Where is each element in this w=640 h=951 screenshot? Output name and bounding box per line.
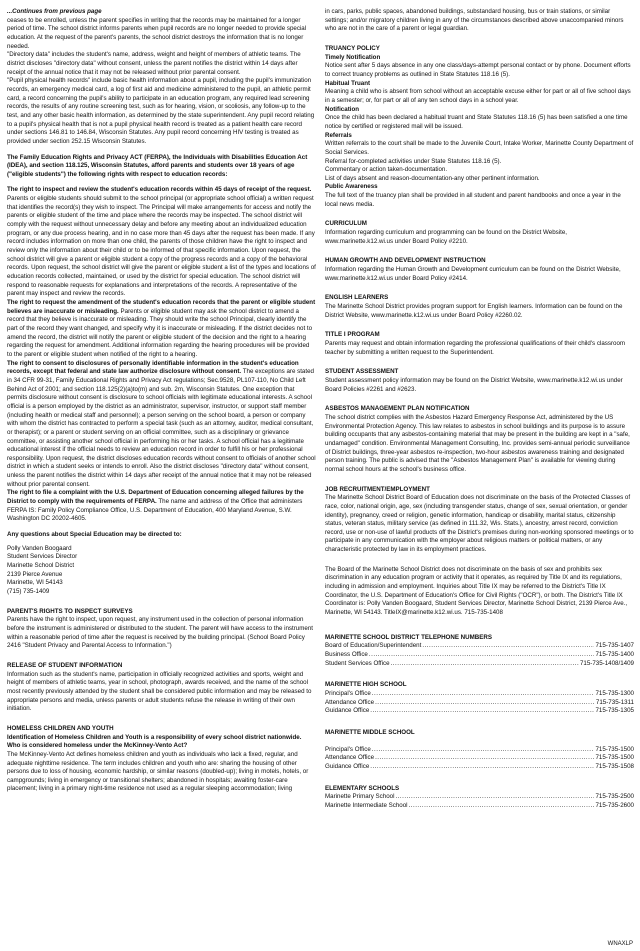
habitual-truant-title: Habitual Truant (325, 79, 371, 87)
tel-row (325, 642, 634, 651)
tel-label: Guidance Office (325, 762, 370, 770)
special-education-contact (7, 545, 316, 597)
contact-line: Marinette, WI 54143 (7, 579, 63, 587)
tel-label: Business Office (325, 651, 368, 659)
notification-title: Notification (325, 105, 360, 113)
leader-dots (422, 642, 594, 651)
student-assessment-title: STUDENT ASSESSMENT (325, 368, 399, 376)
leader-dots (372, 746, 595, 755)
right-complaint-paragraph (7, 489, 316, 524)
right-consent-paragraph (7, 360, 316, 490)
tel-label: Student Services Office (325, 659, 390, 667)
tel-row (325, 690, 634, 699)
right-amend-text: Parents or eligible student may ask the school district to amend a record that they believe is inaccurate or misleading. They should write the school Principal, clearly identify the part of the record they want changed, and specify why it is inaccurate or misleading. If the district decides not to amend the record, the district will notify the parent or eligible student of the decision and the right to a hearing regarding the request for amendment. Additional information regarding the hearing procedures will be provided to the parent or eligible student when notified of the right to a hearing. (7, 307, 313, 358)
tel-number: 715-735-1305 (595, 707, 634, 715)
physical-health-paragraph: "Pupil physical health records" include basic health information about a pupil, including the pupil's immunization records, an emergency medical card, a log of first aid and medicine administered to the pupil, an athletic permit card, a record concerning the pupil's ability to participate in an education program, any required lead screening records, the results of any routine screening test, such as for hearing, vision, or scoliosis, any follow-up to the test, and any other basic health information, as determined by the state superintendent. Any pupil record relating to a pupil's physical health that is not a pupil physical health record is treated as a patient health care record under sections 146.81 to 146.84, Wisconsin Statutes. Any pupil record concerning HIV testing is treated as provided under section 252.15 Wisconsin Statutes. (7, 77, 315, 145)
tel-label: Guidance Office (325, 707, 370, 715)
release-text: Information such as the student's name, participation in officially recognized activities and sports, weight and height of members of athletic teams, year in school, photograph, awards received, and the name of the school most recently previously attended by the student shall be considered public information and may be released to appropriate persons and media, unless parents or adult students refuse the release in writing of their own initiation. (7, 670, 312, 713)
right-consent-text: The exceptions are stated in 34 CFR 99-31, Family Educational Rights and Privacy Act regulations; Sec.9528, PL107-110, No Child Left Behind Act of 2001; and section 118.125(2)(a)to(m) and sub. 2m, Wisconsin Statutes. One exception that permits disclosure without consent is disclosure to school officials with legitimate educational interests. A school official is a person employed by the district as an administrator, supervisor, instructor, or support staff member (including health or medical staff and personnel); a person serving on the school board, a person or company with whom the district has contracted to perform a special task (such as an attorney, auditor, medical consultant, or therapist); or a parent or student serving on an official committee, such as a disciplinary or grievance committee, or assisting another school official in performing his or her tasks. A school official has a legitimate educational interest if the official needs to review an education record in order to fulfill his or her professional responsibility. Upon request, the district discloses education records without consent to officials of another school district in which a student seeks or intends to enroll. Also the district discloses "directory data" without consent, unless the parent notifies the district within 14 days after receipt of the annual notice that it may not be released without prior parental consent. (7, 368, 316, 488)
publication-code: WNAXLP (607, 941, 633, 947)
tel-label: Principal's Office (325, 745, 371, 753)
telephone-directory (325, 634, 634, 811)
tel-group-title: ELEMENTARY SCHOOLS (325, 784, 400, 792)
right-amend-heading: The right to request the amendment of the student's education records that the parent or eligible student believes are inaccurate or misleading. (7, 299, 316, 315)
public-awareness-title: Public Awareness (325, 183, 378, 191)
asbestos-title: ASBESTOS MANAGEMENT PLAN NOTIFICATION (325, 405, 470, 413)
tel-number: 715-735-1408/1409 (579, 659, 634, 667)
homeless-title: HOMELESS CHILDREN AND YOUTH (7, 724, 114, 732)
tel-row (325, 651, 634, 660)
leader-dots (369, 651, 595, 660)
tel-number: 715-735-1500 (595, 754, 634, 762)
pupil-records-paragraph: ceases to be enrolled, unless the parent specifies in writing that the records may be maintained for a longer period of time. The school district informs parents when pupil records are no longer needed to provide special education. At the request of the parent's parents, the school district destroys the information that is no longer needed. (7, 16, 307, 50)
contact-line: Student Services Director (7, 553, 78, 561)
surveys-text: Parents have the right to inspect, upon request, any instrument used in the collection of personal information before the instrument is administered or distributed to the student. The parent will have access to the instrument within a reasonable period of time after the request is received by the building principal. (School Board Policy 2416 "Student Privacy and Parental Access to Information.") (7, 616, 313, 650)
right-inspect-paragraph (7, 186, 316, 299)
title-one-text: Parents may request and obtain information regarding the professional qualifications of their child's classroom teacher by submitting a written request to the Superintendent. (325, 340, 626, 356)
contact-line: 2139 Pierce Avenue (7, 570, 63, 578)
tel-number: 715-735-1407 (595, 642, 634, 650)
tel-number: 715-735-2500 (595, 793, 634, 801)
english-learners-title: ENGLISH LEARNERS (325, 294, 389, 302)
tel-row (325, 763, 634, 772)
special-education-heading: Any questions about Special Education may be directed to: (7, 531, 182, 539)
contact-line: (715) 735-1409 (7, 588, 50, 595)
tel-group-title: MARINETTE HIGH SCHOOL (325, 681, 407, 689)
tel-row (325, 802, 634, 811)
tel-group-title: MARINETTE MIDDLE SCHOOL (325, 728, 415, 736)
leader-dots (370, 707, 594, 716)
tel-number: 715-735-2600 (595, 801, 634, 809)
right-complaint-heading: The right to file a complaint with the U.S. Department of Education concerning alleged failures by the District to comply with the requirements of FERPA. (7, 489, 304, 506)
tel-number: 715-735-1508 (595, 762, 634, 770)
homeless-continued-text: in cars, parks, public spaces, abandoned buildings, substandard housing, bus or train stations, or similar settings; and/or migratory children living in any of the circumstances described above unaccompanied minors who are not in the care of a parent or legal guardian. (325, 8, 624, 33)
human-growth-title: HUMAN GROWTH AND DEVELOPMENT INSTRUCTION (325, 257, 486, 265)
right-amend-paragraph (7, 299, 316, 360)
title-nine-text: The Board of the Marinette School District does not discriminate on the basis of sex and prohibits sex discrimination in any education program or activity that it operates, as required by Title IX and its regulations, including in admission and employment. Inquiries about Title IX may be referred to the District's Title IX Coordinator, the U.S. Department of Education's Office for Civil Rights ("OCR"), or both. The District's Title IX Coordinator is: Polly Vanden Boogaard, Student Services Director, Marinette School District, 2139 Pierce Ave., Marinette, WI 54143. TitleIX@marinette.k12.wi.us. 715-735-1408 (325, 565, 628, 617)
timely-notification-text: Notice sent after 5 days absence in any one class/days-attempt personal contact or by phone. Document efforts to correct truancy problems as outlined in State Statutes 118.16 (5). (325, 62, 631, 78)
tel-row (325, 660, 634, 669)
tel-label: Marinette Intermediate School (325, 801, 408, 809)
tel-label: Principal's Office (325, 690, 371, 697)
tel-row (325, 707, 634, 716)
leader-dots (391, 660, 579, 669)
truancy-title: TRUANCY POLICY (325, 44, 380, 52)
tel-row (325, 754, 634, 763)
tel-label: Attendance Office (325, 754, 375, 762)
referrals-line: List of days absent and reason-documentation-any other pertinent information. (325, 174, 540, 182)
leader-dots (372, 690, 595, 699)
homeless-heading: Identification of Homeless Children and Youth is a responsibility of every school district nationwide. Who is considered homeless under the McKinney-Vento Act? (7, 733, 302, 750)
surveys-title: PARENT'S RIGHTS TO INSPECT SURVEYS (7, 607, 133, 615)
job-recruitment-text: The Marinette School District Board of Education does not discriminate on the basis of the Protected Classes of race, color, national origin, age, sex (including transgender status, change of sex, sexual orientation, or gender identity), pregnancy, creed or religion, genetic information, handicap or disability, marital status, citizenship status, veteran status, military service (as defined in 111.32, Wis. Stats.), ancestry, arrest record, conviction record, use or non-use of lawful products off the District's premises during non-working sponsored meetings or to participate in any communication with the employer about religious matters or political matters, or any characteristic protected by law in its employment practices. (325, 494, 634, 554)
tel-label: Marinette Primary School (325, 793, 395, 801)
contact-line: Marinette School District (7, 562, 75, 570)
referrals-title: Referrals (325, 131, 352, 139)
timely-notification-title: Timely Notification (325, 53, 381, 61)
tel-number: 715-735-1400 (595, 651, 634, 659)
leader-dots (395, 793, 594, 802)
right-complaint-text: The name and address of the Office that administers FERPA IS: Family Policy Compliance Office, U.S. Department of Education, 400 Maryland Avenue, S.W. Washington DC 20202-4605. (7, 498, 303, 523)
right-inspect-text: Parents or eligible students should submit to the school principal (or appropriate school official) a written request that identifies the record(s) they wish to inspect. The Principal will make arrangements for access and notify the parents or eligible student of the time and place where the records may be inspected. The school district will comply with the request without unnecessary delay and before any meeting about an individualized education program, or any due process hearing, and in no case more than 45 days after the request has been made. If any record includes information on more than one child, the parents of those children have the right to inspect and review only the information about their child or to be informed of that specific information. Upon request, the school district will give a parent or eligible student a copy of the progress records and a copy of the behavioral records. Upon request, the school district will give the parent or eligible student a list of the types and locations of education records collected, maintained, or used by the district for special education. The school district will respond to reasonable requests for explanations and interpretations of the records. A representative of the parent may inspect and review the records. (7, 195, 316, 298)
leader-dots (375, 754, 594, 763)
ferpa-heading: The Family Education Rights and Privacy ACT (FERPA), the Individuals with Disabilities Education Act (IDEA), and section 118.125, Wisconsin Statutes, afford parents and students over 18 years of age ("eligible students") the following rights with respect to education records: (7, 153, 308, 178)
tel-group-title: MARINETTE SCHOOL DISTRICT TELEPHONE NUMBERS (325, 633, 492, 641)
tel-row (325, 793, 634, 802)
curriculum-text: Information regarding curriculum and programming can be found on the District Website, www.marinette.k12.wi.us under Board Policy #2210. (325, 229, 568, 245)
contact-line: Polly Vanden Boogaard (7, 544, 72, 552)
tel-row (325, 746, 634, 755)
leader-dots (370, 763, 594, 772)
leader-dots (409, 802, 595, 811)
release-title: RELEASE OF STUDENT INFORMATION (7, 661, 123, 669)
right-inspect-heading: The right to inspect and review the student's education records within 45 days of receipt of the request. (7, 186, 312, 194)
english-learners-text: The Marinette School District provides program support for English learners. Information can be found on the District Website, www.marinette.k12.wi.us under Board Policy #2260.02. (325, 303, 623, 319)
tel-row (325, 699, 634, 708)
habitual-truant-text: Meaning a child who is absent from school without an acceptable excuse either for part or all of five school days in a semester; or, for part or all of any ten school days in a school year. (325, 88, 631, 104)
job-recruitment-title: JOB RECRUITMENT/EMPLOYMENT (325, 485, 430, 493)
curriculum-title: CURRICULUM (325, 220, 367, 228)
referrals-line: Referral for-completed activities under State Statutes 118.16 (5). (325, 157, 502, 165)
title-one-title: TITLE I PROGRAM (325, 331, 380, 339)
tel-number: 715-735-1311 (595, 698, 634, 706)
tel-label: Attendance Office (325, 698, 375, 706)
referrals-line: Commentary or action taken-documentation. (325, 166, 448, 174)
student-assessment-text: Student assessment policy information may be found on the District Website, www.marinette.k12.wi.us under Board Policies #2261 and #2623. (325, 376, 623, 393)
human-growth-text: Information regarding the Human Growth and Development curriculum can be found on the District Website, www.marinette.k12.wi.us under Board Policy #2414. (325, 266, 621, 282)
right-column (325, 8, 634, 811)
notification-text: Once the child has been declared a habitual truant and State Statutes 118.16 (5) has been satisfied a one time notice by certified or registered mail will be issued. (325, 114, 628, 130)
public-awareness-text: The full text of the truancy plan shall be provided in all student and parent handbooks and once a year in the local news media. (325, 192, 621, 208)
asbestos-text: The school district complies with the Asbestos Hazard Emergency Response Act, administered by the US Environmental Protection Agency. This law relates to asbestos in school buildings and its purpose is to assure building occupants that any asbestos-containing material that may be present in the building are kept in a "safe, undamaged" condition. Environmental Management Consulting, Inc. provides semi-annual periodic surveillance of District buildings, three-year asbestos re-inspection, two-hour asbestos awareness training and designated person training. The public is advised that the "Asbestos Management Plan" is available for viewing during normal school hours at the school's business office. (325, 413, 630, 473)
tel-number: 715-735-1500 (595, 745, 634, 753)
referrals-line: Written referrals to the court shall be made to the Juvenile Court, Intake Worker, Marinette County Department of Social Services. (325, 140, 634, 156)
tel-label: Board of Education/Superintendent (325, 642, 422, 650)
directory-data-paragraph: "Directory data" includes the student's name, address, weight and height of members of athletic teams. The district discloses "directory data" without consent, unless the parent notifies the district within 14 days after receipt of the annual notice that it may not be released without prior parental consent. (7, 51, 301, 76)
right-consent-heading: The right to consent to disclosures of personally identifiable information in the student's education records, except that federal and state law authorize disclosure without consent. (7, 359, 299, 376)
tel-number: 715-735-1300 (595, 690, 634, 697)
continued-label: ...Continues from previous page (7, 8, 102, 15)
leader-dots (375, 699, 595, 708)
left-column (7, 8, 316, 794)
homeless-text: The McKinney-Vento Act defines homeless children and youth as individuals who lack a fixed, regular, and adequate nighttime residence. The term includes children and youth who are: sharing the housing of other persons due to loss of housing, economic hardship, or similar reasons (doubled-up); living in motels, hotels, or campgrounds; living in emergency or transitional shelters; abandoned in hospitals; awaiting foster-care placement; living in a primary night-time residence not used as a regular sleeping accommodation; living (7, 750, 309, 793)
